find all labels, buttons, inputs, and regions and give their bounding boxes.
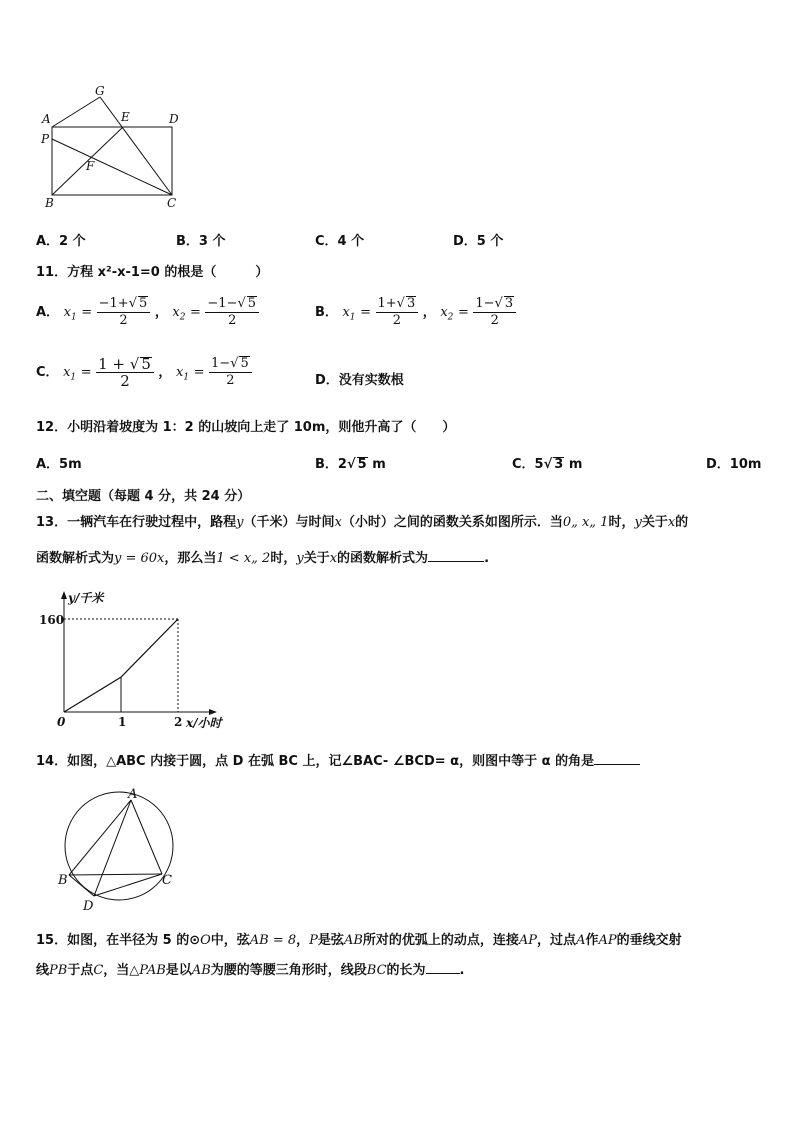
q10-option-d[interactable]: D．5 个: [453, 234, 504, 249]
fraction-b2: $\frac{1-√ 3}{2}$: [473, 296, 516, 329]
q12-c-prefix: C．5: [512, 457, 544, 472]
q15-answer-blank[interactable]: [426, 961, 460, 974]
question-11-stem: 11．方程 x²-x-1=0 的根是（ ）: [36, 265, 269, 280]
equals-sign: =: [80, 365, 92, 380]
fraction-a1: $\frac{-1+√ 5}{2}$: [97, 296, 151, 329]
q12-option-c[interactable]: C．5√ 3 m: [512, 457, 583, 472]
comma: ，: [158, 365, 172, 380]
equals-sign: =: [193, 365, 205, 380]
fraction-b1: $\frac{1+√ 3}{2}$: [376, 296, 419, 329]
q10-option-a[interactable]: A．2 个: [36, 234, 86, 249]
question-13-chart: [36, 588, 246, 733]
label-e: E: [121, 110, 130, 124]
question-13-line-2: 函数解析式为y = 60x，那么当1 < x„ 2时，y关于x的函数解析式为 .: [36, 551, 490, 566]
q12-b-radicand: 5: [357, 457, 367, 472]
q13-answer-blank[interactable]: [428, 549, 484, 562]
question-15-line-2: 线PB于点C，当△PAB是以AB为腰的等腰三角形时，线段BC的长为 .: [36, 963, 465, 978]
origin-label: 0: [57, 715, 66, 729]
question-15-line-1: 15．如图，在半径为 5 的⊙O中，弦AB = 8，P是弦AB所对的优弧上的动点，连接AP，过点A作AP的垂线交射: [36, 933, 682, 948]
q12-option-a[interactable]: A．5m: [36, 457, 82, 472]
q11-b-x2: $x_2$: [440, 305, 454, 323]
q11-a-x1: $x_1$: [63, 305, 77, 323]
section-2-heading: 二、填空题（每题 4 分，共 24 分）: [36, 489, 251, 504]
x-tick-label-1: 1: [118, 715, 127, 729]
q12-option-d[interactable]: D．10m: [706, 457, 762, 472]
q12-c-radicand: 3: [554, 457, 564, 472]
q11-option-b[interactable]: [315, 296, 516, 329]
label-b: B: [45, 196, 54, 210]
label-d: D: [83, 899, 94, 914]
q11-option-c[interactable]: [36, 356, 252, 389]
segment-bd: [69, 875, 94, 896]
label-a: A: [42, 112, 51, 126]
q11-c-x1-second: $x_1$: [175, 365, 190, 383]
label-c: C: [162, 873, 172, 888]
q11-b-x1: $x_1$: [342, 305, 356, 323]
comma: ，: [154, 305, 168, 320]
segment-ad: [94, 800, 131, 896]
comma: ，: [422, 305, 436, 320]
question-14-stem: 14．如图，△ABC 内接于圆，点 D 在弧 BC 上，记∠BAC- ∠BCD= α，则图中等于 α 的角是: [36, 750, 640, 769]
x-axis-label: x/小时: [186, 716, 222, 730]
equals-sign: =: [360, 305, 371, 320]
y-tick-label-160: 160: [39, 613, 65, 627]
label-g: G: [95, 84, 105, 98]
q11-a-x2: $x_2$: [172, 305, 186, 323]
segment-pc: [52, 139, 172, 195]
label-f: F: [86, 159, 95, 173]
y-axis-arrow-icon: [61, 591, 67, 599]
label-a: A: [128, 787, 138, 802]
x-tick-label-2: 2: [174, 715, 183, 729]
segment-ag: [52, 97, 100, 127]
x-axis-arrow-icon: [209, 709, 217, 715]
q14-answer-blank[interactable]: [594, 752, 640, 765]
segment-gc: [100, 97, 172, 195]
q12-b-prefix: B．2: [315, 457, 347, 472]
equals-sign: =: [81, 305, 93, 320]
q12-c-unit: m: [564, 457, 583, 472]
label-c: C: [167, 196, 177, 210]
fraction-c1: $\frac{1 + √ 5}{2}$: [96, 356, 154, 389]
segment-cd: [94, 874, 162, 896]
q11-option-a-label: A．: [36, 305, 60, 320]
q11-option-b-label: B．: [315, 305, 338, 320]
q10-option-b[interactable]: B．3 个: [176, 234, 226, 249]
circumscribed-circle: [65, 792, 173, 900]
label-p: P: [41, 132, 50, 146]
question-13-line-1: 13．一辆汽车在行驶过程中，路程y（千米）与时间x（小时）之间的函数关系如图所示．当0„ x„ 1时，y关于x的: [36, 515, 689, 530]
equals-sign: =: [189, 305, 201, 320]
question-10-figure: [36, 84, 196, 214]
segment-ac: [131, 800, 162, 874]
q12-option-b[interactable]: B．2√ 5 m: [315, 457, 386, 472]
fraction-a2: $\frac{-1-√ 5}{2}$: [205, 296, 259, 329]
label-b: B: [58, 873, 68, 888]
question-14-figure: [50, 786, 190, 916]
y-axis-label: y/千米: [68, 591, 104, 605]
q11-c-x1: $x_1$: [63, 365, 77, 383]
fraction-c2: $\frac{1-√ 5}{2}$: [209, 356, 252, 389]
label-d: D: [169, 112, 179, 126]
q11-option-a[interactable]: [36, 296, 259, 329]
segment-bc: [69, 874, 162, 875]
q11-option-c-label: C．: [36, 365, 59, 380]
q12-b-unit: m: [367, 457, 386, 472]
question-12-stem: 12．小明沿着坡度为 1：2 的山坡向上走了 10m，则他升高了（ ）: [36, 420, 456, 435]
q11-option-d[interactable]: D．没有实数根: [315, 373, 404, 388]
equals-sign: =: [457, 305, 469, 320]
q10-option-c[interactable]: C．4 个: [315, 234, 365, 249]
